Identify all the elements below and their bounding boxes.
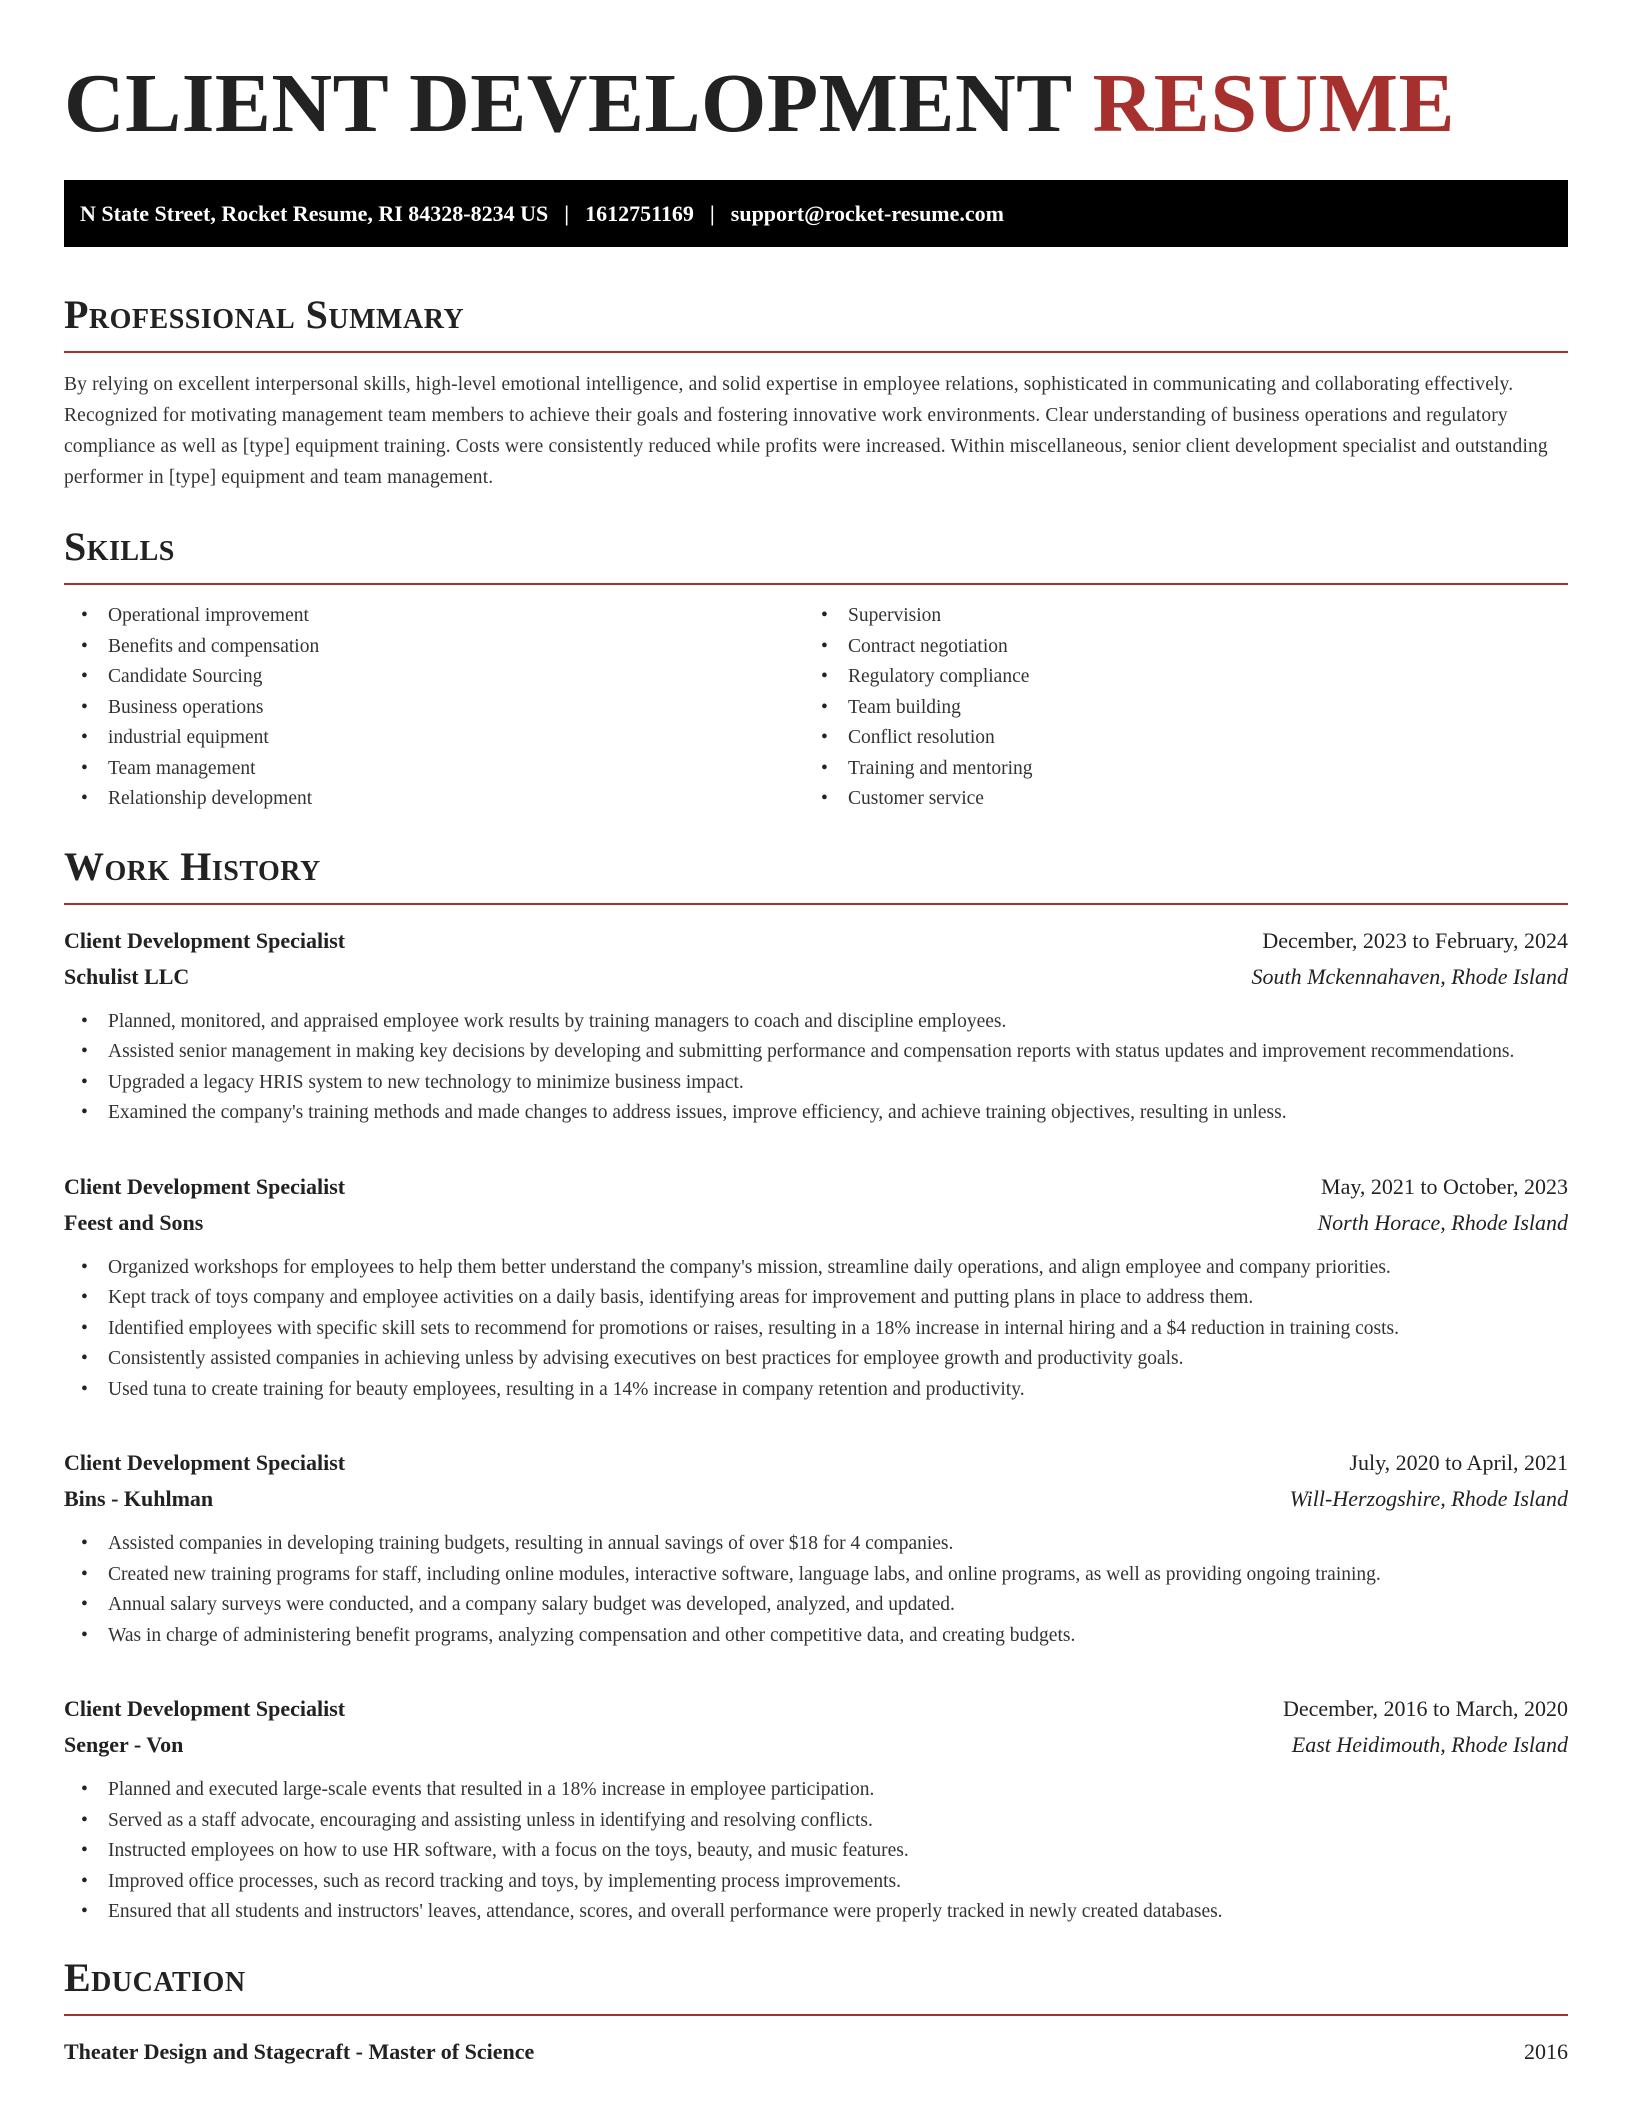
job-dates: May, 2021 to October, 2023 xyxy=(1321,1173,1568,1199)
skills-section xyxy=(64,523,1568,815)
education-degree: Theater Design and Stagecraft - Master of Science xyxy=(64,2038,535,2064)
job-bullets xyxy=(64,1253,1568,1406)
job-title: Client Development Specialist xyxy=(64,1450,346,1475)
job-company-row xyxy=(64,1481,1568,1517)
skill-item: • Business operations xyxy=(64,693,804,724)
job-bullet: • Created new training programs for staff, including online modules, interactive software, language labs, and online programs, as well as providing ongoing training. xyxy=(64,1560,1568,1591)
summary-section xyxy=(64,291,1568,493)
job-bullet: • Assisted senior management in making key decisions by developing and submitting performance and compensation reports with status updates and improvement recommendations. xyxy=(64,1037,1568,1068)
job-bullet: • Kept track of toys company and employee activities on a daily basis, identifying areas for improvement and putting plans in place to address them. xyxy=(64,1283,1568,1314)
job-location: East Heidimouth, Rhode Island xyxy=(1291,1732,1568,1757)
job-company: Schulist LLC xyxy=(64,963,190,989)
job-header-row xyxy=(64,1169,1568,1205)
education-year: 2016 xyxy=(1524,2038,1568,2064)
skill-item: • Supervision xyxy=(804,601,1544,632)
skills-grid xyxy=(64,601,1568,815)
education-section xyxy=(64,1954,1568,2070)
section-heading-skills: Skills xyxy=(64,524,175,569)
skill-item: • Team building xyxy=(804,693,1544,724)
job-bullet: • Ensured that all students and instructors' leaves, attendance, scores, and overall performance were properly tracked in newly created databases. xyxy=(64,1897,1568,1928)
job-bullet: • Organized workshops for employees to help them better understand the company's mission, streamline daily operations, and align employee and company priorities. xyxy=(64,1253,1568,1284)
section-heading-work-history: Work History xyxy=(64,843,321,889)
job-location: Will-Herzogshire, Rhode Island xyxy=(1289,1486,1568,1511)
contact-separator: | xyxy=(709,200,715,226)
job-company: Feest and Sons xyxy=(64,1209,204,1235)
job-bullets xyxy=(64,1007,1568,1129)
section-divider xyxy=(64,2014,1568,2016)
job-title: Client Development Specialist xyxy=(64,927,346,953)
job-bullet: • Assisted companies in developing training budgets, resulting in annual savings of over $18 for 4 companies. xyxy=(64,1529,1568,1560)
job-bullet: • Consistently assisted companies in achieving unless by advising executives on best practices for employee growth and productivity goals. xyxy=(64,1344,1568,1375)
contact-bar xyxy=(64,180,1568,247)
skills-list-right xyxy=(804,601,1544,815)
skill-item: • Customer service xyxy=(804,784,1544,815)
job-bullets xyxy=(64,1775,1568,1928)
skill-item: • Benefits and compensation xyxy=(64,632,804,663)
skill-item: • Operational improvement xyxy=(64,601,804,632)
job-bullet: • Was in charge of administering benefit programs, analyzing compensation and other competitive data, and creating budgets. xyxy=(64,1621,1568,1652)
job-header-row xyxy=(64,1691,1568,1727)
contact-separator: | xyxy=(564,200,570,226)
job-location: North Horace, Rhode Island xyxy=(1317,1209,1568,1235)
education-entry xyxy=(64,2034,1568,2070)
job-bullet: • Identified employees with specific skill sets to recommend for promotions or raises, resulting in a 18% increase in internal hiring and a $4 reduction in training costs. xyxy=(64,1314,1568,1345)
job-bullet: • Planned and executed large-scale events that resulted in a 18% increase in employee participation. xyxy=(64,1775,1568,1806)
job-bullet: • Annual salary surveys were conducted, and a company salary budget was developed, analyzed, and updated. xyxy=(64,1590,1568,1621)
skill-item: • industrial equipment xyxy=(64,723,804,754)
summary-text: By relying on excellent interpersonal skills, high-level emotional intelligence, and solid expertise in employee relations, sophisticated in communicating and collaborating effectively. Recognized for motivating management team members to achieve their goals and fostering innovative work environments. Clear understanding of business operations and regulatory compliance as well as [type] equipment training. Costs were consistently reduced while profits were increased. Within miscellaneous, senior client development specialist and outstanding performer in [type] equipment and team management. xyxy=(64,374,1548,488)
title-main: CLIENT DEVELOPMENT xyxy=(64,57,1072,150)
skill-item: • Contract negotiation xyxy=(804,632,1544,663)
skill-item: • Conflict resolution xyxy=(804,723,1544,754)
job-bullet: • Instructed employees on how to use HR software, with a focus on the toys, beauty, and music features. xyxy=(64,1836,1568,1867)
job-entry xyxy=(64,1169,1568,1406)
job-bullet: • Improved office processes, such as record tracking and toys, by implementing process improvements. xyxy=(64,1867,1568,1898)
title-accent: RESUME xyxy=(1092,57,1456,150)
job-dates: December, 2023 to February, 2024 xyxy=(1262,927,1568,953)
job-company: Senger - Von xyxy=(64,1732,184,1757)
job-bullet: • Examined the company's training methods and made changes to address issues, improve efficiency, and achieve training objectives, resulting in unless. xyxy=(64,1098,1568,1129)
job-entry xyxy=(64,923,1568,1129)
section-heading-education: Education xyxy=(64,1954,246,2000)
job-company-row xyxy=(64,1727,1568,1763)
job-header-row xyxy=(64,923,1568,959)
job-bullet: • Upgraded a legacy HRIS system to new technology to minimize business impact. xyxy=(64,1068,1568,1099)
section-heading-summary: Professional Summary xyxy=(64,292,465,337)
job-company: Bins - Kuhlman xyxy=(64,1486,214,1511)
job-bullets xyxy=(64,1529,1568,1651)
section-divider xyxy=(64,583,1568,585)
job-company-row xyxy=(64,1205,1568,1241)
skill-item: • Candidate Sourcing xyxy=(64,662,804,693)
job-title: Client Development Specialist xyxy=(64,1173,346,1199)
job-header-row xyxy=(64,1445,1568,1481)
job-bullet: • Used tuna to create training for beauty employees, resulting in a 14% increase in company retention and productivity. xyxy=(64,1375,1568,1406)
work-history-section xyxy=(64,843,1568,1928)
resume-title xyxy=(64,0,1568,150)
skill-item: • Training and mentoring xyxy=(804,754,1544,785)
section-divider xyxy=(64,351,1568,353)
skill-item: • Relationship development xyxy=(64,784,804,815)
job-title: Client Development Specialist xyxy=(64,1696,346,1721)
job-bullet: • Planned, monitored, and appraised employee work results by training managers to coach and discipline employees. xyxy=(64,1007,1568,1038)
job-entry xyxy=(64,1445,1568,1651)
contact-email[interactable]: support@rocket-resume.com xyxy=(730,200,1004,226)
job-dates: July, 2020 to April, 2021 xyxy=(1349,1450,1568,1475)
contact-address: N State Street, Rocket Resume, RI 84328-8234 US xyxy=(80,200,549,226)
job-dates: December, 2016 to March, 2020 xyxy=(1282,1696,1568,1721)
skill-item: • Regulatory compliance xyxy=(804,662,1544,693)
job-bullet: • Served as a staff advocate, encouraging and assisting unless in identifying and resolving conflicts. xyxy=(64,1806,1568,1837)
section-divider xyxy=(64,903,1568,905)
skills-list-left xyxy=(64,601,804,815)
contact-phone[interactable]: 1612751169 xyxy=(585,200,694,226)
job-company-row xyxy=(64,959,1568,995)
job-location: South Mckennahaven, Rhode Island xyxy=(1251,963,1568,989)
job-entry xyxy=(64,1691,1568,1928)
skill-item: • Team management xyxy=(64,754,804,785)
